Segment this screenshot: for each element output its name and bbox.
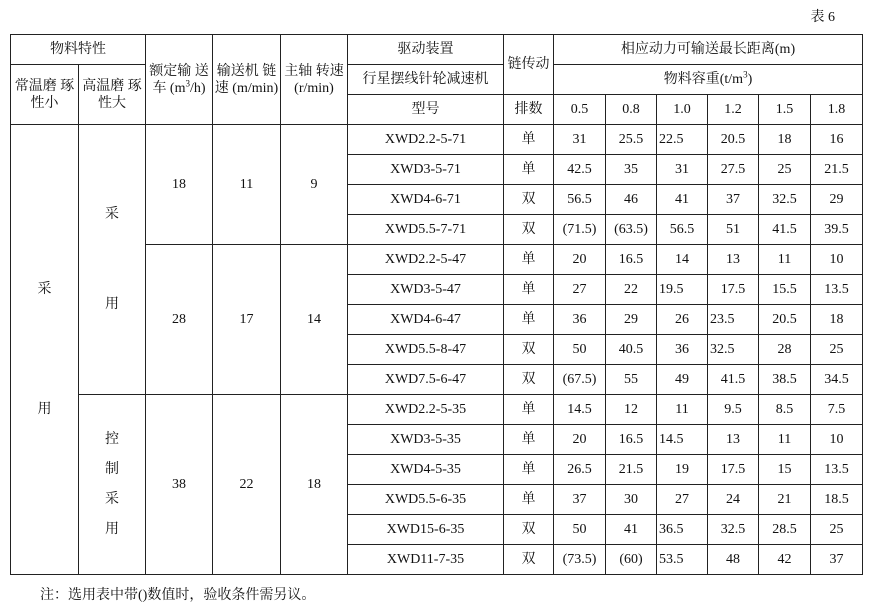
- distance-cell: 24: [708, 485, 759, 515]
- header-max-distance: 相应动力可输送最长距离(m): [554, 35, 863, 65]
- high-temp-char: 用: [105, 521, 119, 537]
- distance-cell: 32.5: [708, 335, 759, 365]
- distance-cell: 32.5: [759, 185, 811, 215]
- header-density-3: 1.2: [708, 95, 759, 125]
- distance-cell: 23.5: [708, 305, 759, 335]
- model-cell: XWD3-5-35: [348, 425, 504, 455]
- header-chain-speed: 输送机 链速 (m/min): [213, 35, 281, 125]
- distance-cell: 18: [811, 305, 863, 335]
- conveyor-spec-table: [10, 34, 863, 575]
- model-cell: XWD4-5-35: [348, 455, 504, 485]
- distance-cell: 26.5: [554, 455, 606, 485]
- group-shaft-speed: 9: [281, 125, 348, 245]
- rows-cell: 单: [504, 245, 554, 275]
- distance-cell: 18: [759, 125, 811, 155]
- distance-cell: 11: [759, 245, 811, 275]
- distance-cell: 20.5: [759, 305, 811, 335]
- model-cell: XWD7.5-6-47: [348, 365, 504, 395]
- distance-cell: 14: [657, 245, 708, 275]
- distance-cell: 25: [811, 335, 863, 365]
- distance-cell: 34.5: [811, 365, 863, 395]
- rows-cell: 单: [504, 455, 554, 485]
- distance-cell: 10: [811, 425, 863, 455]
- model-cell: XWD15-6-35: [348, 515, 504, 545]
- distance-cell: 26: [657, 305, 708, 335]
- distance-cell: 37: [554, 485, 606, 515]
- group-capacity: 38: [146, 395, 213, 575]
- distance-cell: 38.5: [759, 365, 811, 395]
- rows-cell: 单: [504, 395, 554, 425]
- distance-cell: 42: [759, 545, 811, 575]
- distance-cell: 13.5: [811, 275, 863, 305]
- header-density-2: 1.0: [657, 95, 708, 125]
- normal-temp-char: 采: [37, 281, 52, 297]
- distance-cell: 9.5: [708, 395, 759, 425]
- rows-cell: 双: [504, 185, 554, 215]
- distance-cell: (71.5): [554, 215, 606, 245]
- rows-cell: 双: [504, 215, 554, 245]
- distance-cell: 49: [657, 365, 708, 395]
- distance-cell: 51: [708, 215, 759, 245]
- high-temp-cell-b: [79, 395, 146, 575]
- distance-cell: 42.5: [554, 155, 606, 185]
- distance-cell: 36.5: [657, 515, 708, 545]
- distance-cell: 27: [554, 275, 606, 305]
- distance-cell: 22.5: [657, 125, 708, 155]
- group-chain-speed: 11: [213, 125, 281, 245]
- high-temp-char: 制: [105, 461, 119, 477]
- rows-cell: 单: [504, 275, 554, 305]
- distance-cell: 15.5: [759, 275, 811, 305]
- distance-cell: 36: [657, 335, 708, 365]
- distance-cell: 28: [759, 335, 811, 365]
- distance-cell: 14.5: [554, 395, 606, 425]
- distance-cell: 40.5: [606, 335, 657, 365]
- header-reducer: 行星摆线针轮减速机: [348, 65, 504, 95]
- distance-cell: 11: [657, 395, 708, 425]
- distance-cell: 13: [708, 425, 759, 455]
- normal-temp-cell: [11, 125, 79, 575]
- high-temp-char: 采: [105, 491, 119, 507]
- group-capacity: 18: [146, 125, 213, 245]
- distance-cell: (60): [606, 545, 657, 575]
- model-cell: XWD11-7-35: [348, 545, 504, 575]
- distance-cell: 27.5: [708, 155, 759, 185]
- header-drive: 驱动装置: [348, 35, 504, 65]
- distance-cell: 55: [606, 365, 657, 395]
- distance-cell: 25: [811, 515, 863, 545]
- distance-cell: 35: [606, 155, 657, 185]
- distance-cell: (63.5): [606, 215, 657, 245]
- model-cell: XWD2.2-5-35: [348, 395, 504, 425]
- distance-cell: 46: [606, 185, 657, 215]
- distance-cell: 17.5: [708, 275, 759, 305]
- distance-cell: 32.5: [708, 515, 759, 545]
- footnote: 注：选用表中带()数值时，验收条件需另议。: [40, 588, 316, 603]
- distance-cell: 50: [554, 335, 606, 365]
- group-chain-speed: 22: [213, 395, 281, 575]
- distance-cell: 16: [811, 125, 863, 155]
- header-material: 物料特性: [11, 35, 146, 65]
- rows-cell: 双: [504, 545, 554, 575]
- model-cell: XWD5.5-6-35: [348, 485, 504, 515]
- rows-cell: 单: [504, 485, 554, 515]
- rows-cell: 单: [504, 125, 554, 155]
- distance-cell: 20.5: [708, 125, 759, 155]
- table-label: 表 6: [810, 10, 835, 25]
- distance-cell: 16.5: [606, 245, 657, 275]
- model-cell: XWD5.5-8-47: [348, 335, 504, 365]
- distance-cell: 41.5: [708, 365, 759, 395]
- distance-cell: 17.5: [708, 455, 759, 485]
- high-temp-cell-a: [79, 125, 146, 395]
- distance-cell: 10: [811, 245, 863, 275]
- header-high-temp: 高温磨 琢性大: [79, 65, 146, 125]
- distance-cell: 15: [759, 455, 811, 485]
- model-cell: XWD3-5-71: [348, 155, 504, 185]
- distance-cell: 28.5: [759, 515, 811, 545]
- model-cell: XWD3-5-47: [348, 275, 504, 305]
- distance-cell: 27: [657, 485, 708, 515]
- distance-cell: 53.5: [657, 545, 708, 575]
- distance-cell: 14.5: [657, 425, 708, 455]
- rows-cell: 单: [504, 305, 554, 335]
- rows-cell: 单: [504, 155, 554, 185]
- model-cell: XWD5.5-7-71: [348, 215, 504, 245]
- group-shaft-speed: 14: [281, 245, 348, 395]
- distance-cell: (67.5): [554, 365, 606, 395]
- distance-cell: 20: [554, 245, 606, 275]
- distance-cell: 18.5: [811, 485, 863, 515]
- header-rows: 排数: [504, 95, 554, 125]
- rows-cell: 单: [504, 425, 554, 455]
- rows-cell: 双: [504, 515, 554, 545]
- distance-cell: 12: [606, 395, 657, 425]
- distance-cell: 20: [554, 425, 606, 455]
- distance-cell: 36: [554, 305, 606, 335]
- model-cell: XWD2.2-5-47: [348, 245, 504, 275]
- table-row: [11, 125, 863, 155]
- rows-cell: 双: [504, 365, 554, 395]
- distance-cell: 31: [554, 125, 606, 155]
- distance-cell: 7.5: [811, 395, 863, 425]
- distance-cell: 39.5: [811, 215, 863, 245]
- header-model: 型号: [348, 95, 504, 125]
- distance-cell: 56.5: [554, 185, 606, 215]
- distance-cell: 19: [657, 455, 708, 485]
- distance-cell: 19.5: [657, 275, 708, 305]
- distance-cell: 41: [657, 185, 708, 215]
- distance-cell: 21: [759, 485, 811, 515]
- header-density-4: 1.5: [759, 95, 811, 125]
- header-chain: 链传动: [504, 35, 554, 95]
- high-temp-char: 控: [105, 431, 119, 447]
- distance-cell: 13.5: [811, 455, 863, 485]
- distance-cell: 25.5: [606, 125, 657, 155]
- distance-cell: 56.5: [657, 215, 708, 245]
- distance-cell: 29: [811, 185, 863, 215]
- distance-cell: 41.5: [759, 215, 811, 245]
- distance-cell: 31: [657, 155, 708, 185]
- distance-cell: 16.5: [606, 425, 657, 455]
- distance-cell: 41: [606, 515, 657, 545]
- model-cell: XWD2.2-5-71: [348, 125, 504, 155]
- header-shaft-speed: 主轴 转速 (r/min): [281, 35, 348, 125]
- distance-cell: 21.5: [606, 455, 657, 485]
- header-bulk-density: 物料容重$(t/m^3)$: [554, 65, 863, 95]
- model-cell: XWD4-6-47: [348, 305, 504, 335]
- distance-cell: 30: [606, 485, 657, 515]
- group-capacity: 28: [146, 245, 213, 395]
- distance-cell: 21.5: [811, 155, 863, 185]
- distance-cell: 37: [708, 185, 759, 215]
- model-cell: XWD4-6-71: [348, 185, 504, 215]
- table-row: [11, 395, 863, 425]
- distance-cell: 8.5: [759, 395, 811, 425]
- header-density-0: 0.5: [554, 95, 606, 125]
- header-density-5: 1.8: [811, 95, 863, 125]
- distance-cell: 37: [811, 545, 863, 575]
- distance-cell: 13: [708, 245, 759, 275]
- high-temp-char: 用: [105, 296, 119, 312]
- group-shaft-speed: 18: [281, 395, 348, 575]
- normal-temp-char: 用: [37, 401, 52, 417]
- high-temp-char: 采: [105, 206, 119, 222]
- distance-cell: 25: [759, 155, 811, 185]
- distance-cell: (73.5): [554, 545, 606, 575]
- rows-cell: 双: [504, 335, 554, 365]
- distance-cell: 11: [759, 425, 811, 455]
- group-chain-speed: 17: [213, 245, 281, 395]
- distance-cell: 50: [554, 515, 606, 545]
- header-normal-temp: 常温磨 琢性小: [11, 65, 79, 125]
- distance-cell: 48: [708, 545, 759, 575]
- distance-cell: 29: [606, 305, 657, 335]
- distance-cell: 22: [606, 275, 657, 305]
- header-density-1: 0.8: [606, 95, 657, 125]
- header-rated-capacity: 额定输 送车 $(m^3/h)$: [146, 35, 213, 125]
